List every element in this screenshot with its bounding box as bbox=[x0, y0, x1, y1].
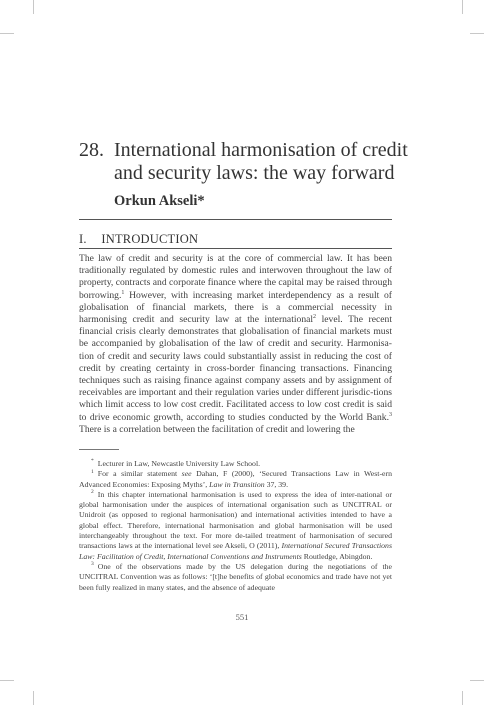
crop-mark-bottom-left-v bbox=[33, 691, 34, 705]
footnote-3-text: One of the observations made by the US delegation during the negotiations of the UNCITRAL Convention was as follows: ‘[t]he benefits of global economics and trade have not yet been fully realized in many states, and the absence of adequate bbox=[79, 561, 392, 592]
body-text-4: There is a correlation between the facilitation of credit and lowering the bbox=[79, 423, 355, 435]
footnote-ref-1[interactable]: 1 bbox=[121, 289, 125, 296]
body-text-3: level. The recent financial crisis clearly demonstrates that globalisation of financial markets must be accompanied by globalisation of the law of credit and security. Harmonisa-tion of credit and security laws could substantially assist in reducing the cost of credit by creating certainty in cross-border financing transactions. Financing techniques such as raising finance against company assets and by assignment of receivables are important and their regulation varies under different jurisdic-tions which limit access to low cost credit. Facilitated access to low cost credit is said to drive economic growth, according to studies conducted by the World Bank. bbox=[79, 314, 392, 423]
crop-mark-bottom-right-v bbox=[462, 691, 463, 705]
footnote-1-marker: 1 bbox=[91, 468, 94, 475]
footnote-1 bbox=[79, 469, 392, 490]
footnote-3-marker: 3 bbox=[91, 561, 94, 568]
chapter-title-line-1: International harmonisation of credit bbox=[114, 139, 408, 161]
section-number: I. bbox=[79, 232, 87, 246]
heading-rule-top bbox=[79, 219, 392, 220]
footnote-2-marker: 2 bbox=[91, 489, 94, 496]
footnote-2 bbox=[79, 490, 392, 562]
footnote-3 bbox=[79, 562, 392, 593]
chapter-title-line-2: and security laws: the way forward bbox=[114, 162, 395, 184]
footnote-2-text-a: In this chapter international harmonisation is used to express the idea of inter-national or global harmonisation under the auspices of international organisation such as UNCITRAL or Unidroit (as opposed to regional harmonisation) and international activities intended to have a global effect. Therefore, international harmonisation and global harmonisation will be used interchangeably throughout the text. For more de-tailed treatment of harmonisation of secured transactions laws at the international level see Akseli, O (2011), bbox=[79, 489, 392, 551]
chapter-heading bbox=[79, 139, 419, 185]
body-paragraph bbox=[79, 253, 392, 436]
body-text-1: The law of credit and security is at the core of commercial law. It has been traditionally regulated by domestic rules and interwoven throughout the law of property, contracts and corporate finance where the capital may be raised through borrowing. bbox=[79, 253, 392, 301]
footnote-1-text-c: 37, 39. bbox=[264, 479, 289, 489]
footnote-star-text: Lecturer in Law, Newcastle University Law School. bbox=[97, 459, 261, 468]
crop-mark-bottom-right-h bbox=[470, 680, 484, 681]
section-heading bbox=[79, 232, 198, 247]
page-number: 551 bbox=[235, 612, 249, 622]
crop-mark-top-right-v bbox=[462, 0, 463, 14]
heading-rule-bottom bbox=[79, 248, 392, 249]
chapter-number: 28. bbox=[79, 139, 104, 161]
body-text-2: However, with increasing market interdependency as a result of globalisation of financial markets, there is a commercial necessity in harmonising credit and security law at the international bbox=[79, 289, 392, 326]
footnote-2-text-b: Routledge, Abingdon. bbox=[301, 551, 373, 561]
footnote-1-text-a: For a similar statement bbox=[97, 469, 182, 479]
author-name: Orkun Akseli* bbox=[114, 193, 205, 209]
footnote-separator bbox=[79, 449, 119, 450]
footnotes bbox=[79, 459, 392, 593]
section-title: INTRODUCTION bbox=[101, 232, 199, 246]
crop-mark-top-left-h bbox=[0, 33, 14, 34]
footnote-star bbox=[79, 459, 392, 469]
crop-mark-top-left-v bbox=[33, 0, 34, 14]
crop-mark-bottom-left-h bbox=[0, 680, 14, 681]
crop-mark-top-right-h bbox=[470, 33, 484, 34]
footnote-ref-2[interactable]: 2 bbox=[313, 313, 317, 320]
footnote-1-journal: Law in Transition bbox=[209, 479, 265, 489]
footnote-2-book-title: International Secured Transactions Law: Facilitation of Credit, International Conventions and Instruments bbox=[79, 541, 392, 561]
footnote-star-marker: * bbox=[91, 458, 94, 465]
footnote-1-see: see bbox=[181, 469, 192, 479]
footnote-1-text-b: Dahan, F (2000), ‘Secured Transactions Law in West-ern Advanced Economies: Exposing Myths’, bbox=[79, 469, 392, 489]
footnote-ref-3[interactable]: 3 bbox=[389, 411, 392, 418]
